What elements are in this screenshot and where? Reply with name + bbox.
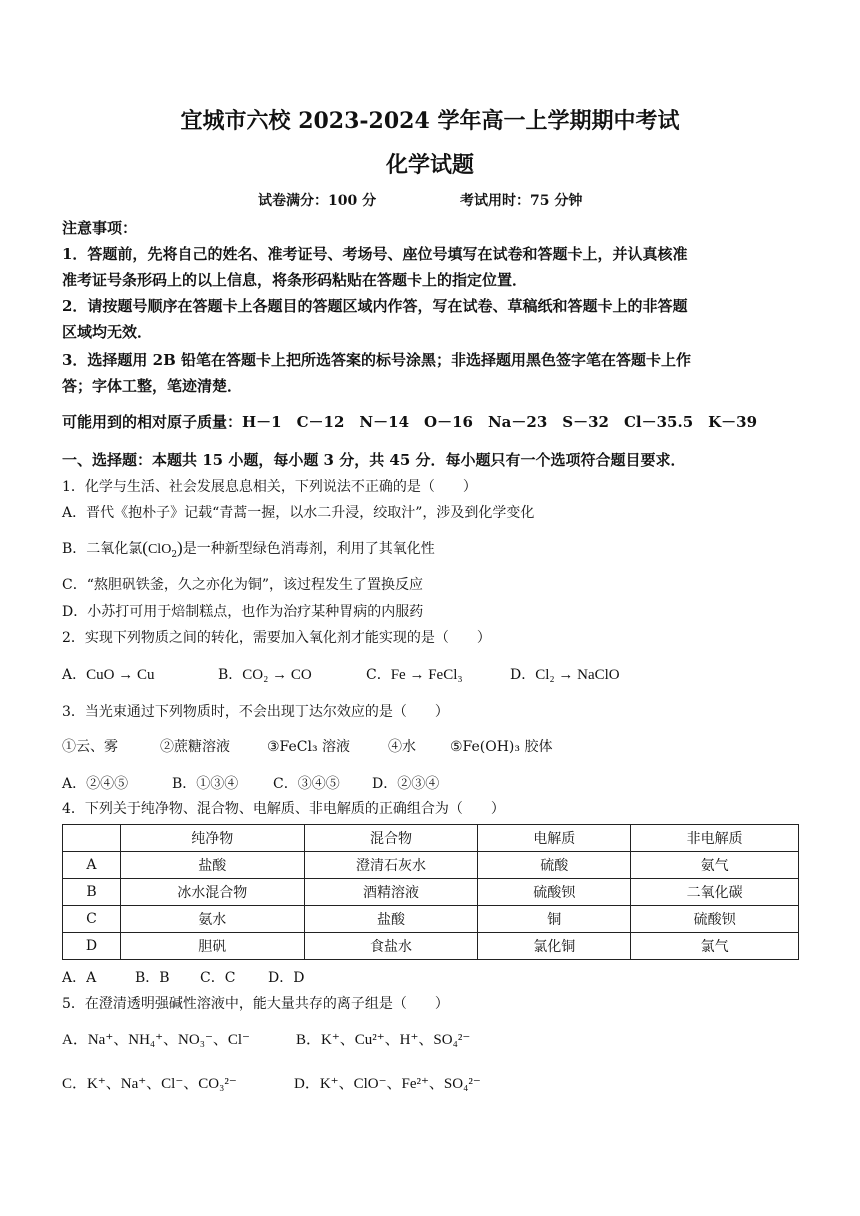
table-cell: 硫酸钡	[631, 906, 799, 933]
exam-title: 宜城市六校 2023-2024 学年高一上学期期中考试	[180, 108, 680, 134]
full-score: 试卷满分：100 分	[258, 193, 377, 209]
table-cell: D	[63, 933, 121, 960]
table-row	[63, 933, 799, 960]
table-header-cell	[63, 825, 121, 852]
notice-item-1-line-1: 1．答题前，先将自己的姓名、准考证号、考场号、座位号填写在试卷和答题卡上，并认真核准	[62, 245, 688, 263]
table-header-cell: 纯净物	[120, 825, 304, 852]
table-cell: 盐酸	[304, 906, 478, 933]
q2-option-d-label: D．	[510, 667, 536, 683]
table-header-row	[63, 825, 799, 852]
q1-option-b-subscript: 2	[171, 549, 178, 560]
table-cell: 澄清石灰水	[304, 852, 478, 879]
table-cell: 盐酸	[120, 852, 304, 879]
q2-option-b	[218, 665, 312, 685]
q2-option-d-text: Cl₂ → NaClO	[535, 667, 620, 683]
q2-option-c	[366, 665, 463, 685]
table-header-cell: 电解质	[478, 825, 631, 852]
q4-option-b: B．B	[135, 970, 170, 986]
table-cell: 氨水	[120, 906, 304, 933]
table-cell: 硫酸钡	[478, 879, 631, 906]
q5-option-d: D．K⁺、ClO⁻、Fe²⁺、SO₄²⁻	[294, 1076, 481, 1092]
table-row	[63, 879, 799, 906]
notice-item-1-line-2: 准考证号条形码上的以上信息，将条形码粘贴在答题卡上的指定位置．	[62, 271, 528, 289]
q2-option-a-label: A．	[62, 667, 87, 683]
table-header-cell: 混合物	[304, 825, 478, 852]
q3-option-c: C．③④⑤	[273, 776, 340, 792]
q1-option-b-formula: ClO	[147, 542, 172, 557]
q2-option-c-text: Fe → FeCl₃	[390, 667, 463, 683]
q1-option-b-prefix: B．二氧化氯	[62, 541, 143, 557]
q4-option-a: A．A	[62, 970, 97, 986]
table-cell: 酒精溶液	[304, 879, 478, 906]
q3-option-d: D．②③④	[372, 776, 440, 792]
table-header-cell: 非电解质	[631, 825, 799, 852]
table-cell: A	[63, 852, 121, 879]
table-cell: 二氧化碳	[631, 879, 799, 906]
q1-stem: 1．化学与生活、社会发展息息相关，下列说法不正确的是（ ）	[62, 479, 477, 495]
notice-item-2-line-1: 2．请按题号顺序在答题卡上各题目的答题区域内作答，写在试卷、草稿纸和答题卡上的非答题	[62, 297, 688, 315]
exam-subject: 化学试题	[385, 152, 474, 178]
table-cell: 氨气	[631, 852, 799, 879]
q2-option-a	[62, 665, 154, 685]
table-cell: 冰水混合物	[120, 879, 304, 906]
q4-option-c: C．C	[200, 970, 236, 986]
q2-option-c-label: C．	[366, 667, 391, 683]
q1-option-b-suffix: 是一种新型绿色消毒剂，利用了其氧化性	[182, 541, 435, 557]
q3-option-b: B．①③④	[172, 776, 239, 792]
table-cell: B	[63, 879, 121, 906]
table-cell: 氯化铜	[478, 933, 631, 960]
q5-stem: 5．在澄清透明强碱性溶液中，能大量共存的离子组是（ ）	[62, 996, 449, 1012]
q2-option-a-text: CuO → Cu	[86, 667, 155, 683]
q3-item-4: ④水	[388, 739, 416, 755]
q5-option-a: A．Na⁺、NH₄⁺、NO₃⁻、Cl⁻	[62, 1032, 250, 1048]
q2-stem: 2．实现下列物质之间的转化，需要加入氧化剂才能实现的是（ ）	[62, 630, 491, 646]
q4-table	[62, 824, 799, 960]
q2-option-b-label: B．	[218, 667, 243, 683]
q3-item-3: ③FeCl₃ 溶液	[267, 739, 351, 755]
notice-item-3-line-2: 答；字体工整，笔迹清楚．	[62, 377, 243, 395]
q1-option-d: D．小苏打可用于焙制糕点，也作为治疗某种胃病的内服药	[62, 604, 424, 620]
table-cell: C	[63, 906, 121, 933]
table-row	[63, 852, 799, 879]
notice-item-3-line-1: 3．选择题用 2B 铅笔在答题卡上把所选答案的标号涂黑；非选择题用黑色签字笔在答题卡上作	[62, 351, 692, 369]
notice-heading: 注意事项：	[62, 219, 138, 237]
q2-option-b-text: CO₂ → CO	[242, 667, 312, 683]
table-cell: 铜	[478, 906, 631, 933]
table-cell: 胆矾	[120, 933, 304, 960]
notice-item-2-line-2: 区域均无效．	[62, 323, 153, 341]
table-cell: 氯气	[631, 933, 799, 960]
table-row	[63, 906, 799, 933]
q2-option-d	[510, 665, 620, 685]
section-1-heading: 一、选择题：本题共 15 小题，每小题 3 分，共 45 分．每小题只有一个选项符合题目要求．	[62, 451, 686, 469]
q5-option-c: C．K⁺、Na⁺、Cl⁻、CO₃²⁻	[62, 1076, 237, 1092]
q3-stem: 3．当光束通过下列物质时，不会出现丁达尔效应的是（ ）	[62, 704, 449, 720]
q1-option-a: A．晋代《抱朴子》记载“青蒿一握，以水二升浸，绞取汁”，涉及到化学变化	[62, 505, 535, 521]
q3-item-2: ②蔗糖溶液	[160, 739, 230, 755]
q1-option-b: B．二氧化氯(ClO$_2$)是一种新型绿色消毒剂，利用了其氧化性	[62, 538, 435, 560]
atomic-mass-line: 可能用到的相对原子质量：H－1 C－12 N－14 O－16 Na－23 S－32 Cl－35.5 K－39	[62, 413, 758, 431]
exam-time: 考试用时：75 分钟	[460, 193, 583, 209]
q4-stem: 4．下列关于纯净物、混合物、电解质、非电解质的正确组合为（ ）	[62, 801, 505, 817]
q3-option-a: A．②④⑤	[62, 776, 129, 792]
q1-option-c: C．“熬胆矾铁釜，久之亦化为铜”，该过程发生了置换反应	[62, 577, 424, 593]
q3-item-1: ①云、雾	[62, 739, 118, 755]
q5-option-b: B．K⁺、Cu²⁺、H⁺、SO₄²⁻	[296, 1032, 471, 1048]
q3-item-5: ⑤Fe(OH)₃ 胶体	[450, 739, 553, 755]
q4-option-d: D．D	[268, 970, 305, 986]
table-cell: 硫酸	[478, 852, 631, 879]
table-cell: 食盐水	[304, 933, 478, 960]
